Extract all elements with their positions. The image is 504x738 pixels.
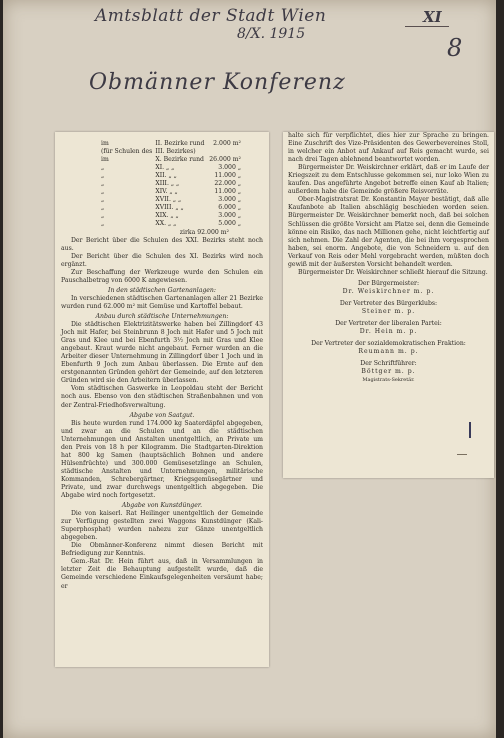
paragraph: In verschiedenen städtischen Gartenanlagen aller 21 Bezirke wurden rund 62.000 m² mit Gemüse und Kartoffel bebaut.: [61, 294, 263, 310]
signature-name: Dr. Hein m. p.: [359, 328, 418, 336]
signature-name: Dr. Weiskirchner m. p.: [342, 287, 435, 295]
acreage-row: [101, 148, 241, 156]
acreage-cell: 22.000 „: [214, 180, 241, 188]
acreage-cell: III. Bezirkes): [155, 148, 196, 156]
signature-title: Der Vertreter des Bürgerklubs:: [339, 299, 438, 307]
acreage-cell: „: [101, 204, 105, 212]
acreage-cell: II. Bezirke rund: [155, 140, 205, 147]
acreage-row: [101, 196, 241, 204]
acreage-row: [101, 204, 241, 212]
acreage-cell: „: [101, 212, 105, 220]
acreage-cell: [207, 148, 241, 156]
acreage-row: [101, 188, 241, 196]
acreage-cell: 26.000 m²: [209, 156, 241, 164]
acreage-cell: XIX. „ „: [155, 212, 179, 220]
acreage-cell: 3.000 „: [218, 196, 241, 204]
signature-title: Der Vertreter der sozialdemokratischen Fraktion:: [311, 340, 466, 348]
acreage-cell: XVIII. „ „: [155, 204, 184, 212]
acreage-cell: „: [101, 164, 105, 172]
signature-name: Steiner m. p.: [361, 307, 416, 315]
handwritten-date: 8/X. 1915: [237, 26, 306, 42]
acreage-cell: 11.000 „: [214, 188, 241, 196]
signature-title: Der Schriftführer:: [360, 360, 417, 368]
pencil-scratch: [457, 454, 467, 455]
acreage-cell: „: [101, 196, 105, 204]
acreage-cell: XIV. „ „: [155, 188, 178, 196]
newspaper-clipping-right: [283, 132, 494, 478]
handwritten-title: Obmänner Konferenz: [89, 70, 346, 95]
paragraph: Ober-Magistratsrat Dr. Konstantin Mayer bestätigt, daß alle Kaufanbote ab Italien abschlägig beschieden worden seien. Bürgermeister Dr. Weiskirchner bemerkt noch, daß bei solchen Schlüssen die größte Vorsicht am Platze sei, denn die Gemeinde könne ein Risiko, das nach Millionen gehe, nicht leichtfertig auf sich nehmen. Die Zahl der Agenten, die bei ihm vorgesprochen haben, sei enorm. Angebote, die von Schneidern u. auf den Verkauf von Reis oder Mehl vorgebracht werden, müßten doch gewiß mit der äußersten Vorsicht behandelt werden.: [288, 196, 489, 268]
acreage-cell: XII. „ „: [155, 172, 177, 180]
acreage-cell: „: [101, 220, 105, 228]
acreage-cell: „: [101, 180, 105, 188]
acreage-row: [101, 156, 241, 164]
acreage-cell: im: [101, 156, 109, 164]
paragraph: Der Bericht über die Schulen des XI. Bezirks wird noch ergänzt.: [61, 252, 263, 268]
pencil-mark: [469, 422, 471, 438]
paragraph: halte sich für verpflichtet, dies hier zur Sprache zu bringen. Eine Zuschrift des Vize-Präsidenten des Gewerbevereines Stoll, in welcher ein Anbot auf Ankauf auf Reis gemacht wurde, sei nach drei Tagen ablehnend beantwortet worden.: [288, 132, 489, 164]
acreage-row: [101, 212, 241, 220]
paragraph: Die städtischen Elektrizitätswerke haben bei Zillingdorf 43 Joch mit Hafer, bei Steinbrunn 8 Joch mit Hafer und 5 Joch mit Gras und Klee und bei Ebenfurth 3½ Joch mit Gras und Klee angebaut. Kraut wurde nicht angebaut. Ferner wurden an die Arbeiter dieser Unternehmung in Zillingdorf über 1 Joch und in Ebenfurth 9 Joch zum Anbau überlassen. Die Ernte auf den erstgenannten Gründen gehört der Gemeinde, auf den letzteren Gründen wird sie den Arbeitern überlassen.: [61, 321, 263, 385]
acreage-cell: XVII. „ „: [155, 196, 182, 204]
newspaper-clipping-left: [55, 132, 269, 667]
acreage-cell: „: [101, 172, 105, 180]
paragraph: Gem.-Rat Dr. Hein führt aus, daß in Versammlungen in letzter Zeit die Behauptung aufgestellt wurde, daß die Gemeinde verschiedene Einkaufsgelegenheiten versäumt habe; er: [61, 558, 263, 590]
acreage-cell: im: [101, 140, 109, 147]
acreage-cell: 2.000 m²: [213, 140, 241, 147]
acreage-cell: (für Schulen des: [101, 148, 153, 156]
signature-role: Magistrats-Sekretär.: [362, 377, 415, 384]
paragraph: Bis heute wurden rund 174.000 kg Saaterdäpfel abgegeben, und zwar an die Schulen und an die städtischen Unternehmungen und Anstalten unentgeltlich, an Private um den Preis von 18 h per Kilogramm. Die Stadtgarten-Direktion hat 800 kg Samen (hauptsächlich Bohnen und andere Hülsenfrüchte) und 300.000 Gemüsesetzlinge an Schulen, städtische Anstalten und Unternehmungen, militärische Kommanden, Schrebergärtner, Kriegsgemüsegärtner und Private, und zwar durchwegs unentgeltlich abgegeben. Die Abgabe wird noch fortgesetzt.: [61, 419, 263, 500]
section-heading: Abgabe von Kunstdünger.: [121, 502, 203, 510]
handwritten-volume-mark: XI: [423, 8, 442, 26]
paragraph: Der Bericht über die Schulen des XXI. Bezirks steht noch aus.: [61, 236, 263, 252]
acreage-cell: X. Bezirke rund: [155, 156, 204, 164]
handwritten-page-number: 8: [447, 34, 463, 62]
acreage-cell: 3.000 „: [218, 212, 241, 220]
acreage-cell: „: [101, 188, 105, 196]
acreage-row: [101, 164, 241, 172]
acreage-total: zirka 92.000 m²: [179, 228, 229, 236]
acreage-cell: 6.000 „: [218, 204, 241, 212]
signature-title: Der Bürgermeister:: [357, 279, 420, 287]
paragraph: Bürgermeister Dr. Weiskirchner erklärt, daß er im Laufe der Kriegszeit zu dem Entschlusse gekommen sei, nur loko Wien zu kaufen. Das angeführte Angebot betreffe einen Kauf ab Italien; außerdem habe die Gemeinde größere Reisvorräte.: [288, 164, 489, 196]
acreage-cell: XX. „ „: [155, 220, 177, 228]
volume-underline: [405, 26, 449, 27]
acreage-cell: 5.000 „: [218, 220, 241, 228]
archive-sheet: [3, 0, 496, 738]
acreage-cell: XIII. „ „: [155, 180, 180, 188]
paragraph: Die von kaiserl. Rat Heilinger unentgeltlich der Gemeinde zur Verfügung gestellten zwei Waggons Kunstdünger (Kali-Superphosphat) wurden nahezu zur Gänze unentgeltlich abgegeben.: [61, 510, 263, 542]
acreage-row: [101, 172, 241, 180]
acreage-cell: XI. „ „: [155, 164, 175, 172]
signature-title: Der Vertreter der liberalen Partei:: [335, 320, 442, 328]
paragraph: Vom städtischen Gaswerke in Leopoldau steht der Bericht noch aus. Ebenso von den städtischen Straßenbahnen und von der Zentral-Friedhofsverwaltung.: [61, 385, 263, 409]
paragraph: Die Obmänner-Konferenz nimmt diesen Bericht mit Befriedigung zur Kenntnis.: [61, 542, 263, 558]
handwritten-source-note: Amtsblatt der Stadt Wien: [95, 6, 327, 26]
acreage-row: [101, 220, 241, 228]
section-heading: In den städtischen Gartenanlagen:: [108, 286, 216, 294]
acreage-cell: 11.000 „: [214, 172, 241, 180]
section-heading: Anbau durch städtische Unternehmungen:: [95, 312, 229, 320]
signature-name: Reumann m. p.: [358, 348, 419, 356]
acreage-row: [101, 180, 241, 188]
acreage-row: [101, 140, 241, 148]
paragraph: Zur Beschaffung der Werkzeuge wurde den Schulen ein Pauschalbetrag von 6000 K angewiesen.: [61, 268, 263, 284]
paragraph: Bürgermeister Dr. Weiskirchner schließt hierauf die Sitzung.: [298, 268, 488, 276]
signature-name: Böttger m. p.: [361, 368, 416, 376]
acreage-table: [101, 140, 241, 229]
section-heading: Abgabe von Saatgut.: [129, 411, 195, 419]
acreage-cell: 3.000 „: [218, 164, 241, 172]
